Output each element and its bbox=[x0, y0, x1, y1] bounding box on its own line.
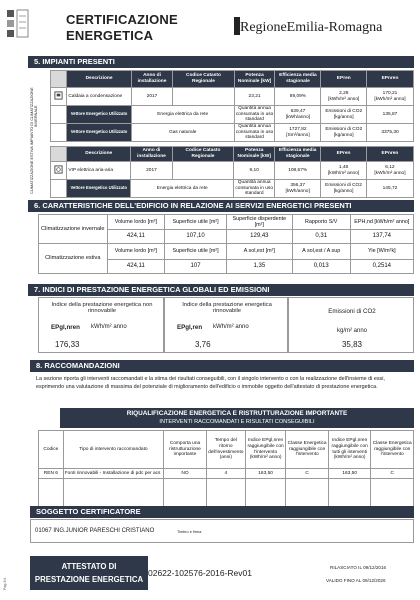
region-name: RegioneEmilia-Romagna bbox=[240, 20, 383, 35]
h-tipo: Tipo di intervento raccomandato bbox=[63, 431, 163, 469]
vettore-row-2 bbox=[51, 124, 414, 142]
section8-description: La sezione riporta gli interventi raccomandati e la stima dei risultati conseguibili, con il singolo intervento o con la realizzazione dell'insieme di essi, esprimendo una valutazione di massima del potenziale di miglioramento dell'edificio o immobile oggetto dell'attestato di prestazione energetica. bbox=[36, 376, 385, 390]
page-number: Pag.3/4 bbox=[3, 577, 7, 590]
est-h2: Superficie utile [m²] bbox=[165, 244, 227, 260]
intervento-row bbox=[39, 469, 414, 479]
row2-epren-unit: [kWh/m² anno] bbox=[327, 170, 360, 176]
timbro-firma-label: Timbro e firma bbox=[177, 530, 202, 534]
indice-nren-box bbox=[38, 297, 164, 353]
soggetto-box bbox=[30, 519, 414, 543]
vettore3-value: Energia elettrica da rete bbox=[131, 180, 234, 198]
interventi-subtitle: INTERVENTI RACCOMANDATI E RISULTATI CONSEGUIBILI bbox=[159, 419, 315, 425]
footer-title-line1: ATTESTATO DI bbox=[61, 562, 117, 571]
impianti-table-estiva bbox=[50, 146, 414, 198]
h-epglnren2: Indice EPgl,nren raggiungibile con tutti gli interventi (kWh/m² anno) bbox=[328, 431, 371, 469]
col-codice: Codice Catasto Regionale bbox=[173, 71, 234, 88]
vettore2-value: Gas naturale bbox=[131, 124, 234, 142]
row-tipo: Fonti rinnovabili - Installazione di pdc per acs bbox=[63, 469, 163, 479]
vettore3-co2: 145,72 bbox=[366, 180, 413, 198]
h-classe: Classe Energetica raggiungibile con l'intervento bbox=[286, 431, 329, 469]
row1-anno: 2017 bbox=[131, 88, 172, 106]
section5-side-label-bottom: CLIMATIZZAZIONE ESTIVA bbox=[30, 146, 34, 194]
attestato-code: 02622-102576-2016-Rev01 bbox=[148, 568, 252, 578]
h-tempo: Tempo del ritorno dell'investimento (anni) bbox=[206, 431, 245, 469]
raccomandazioni-table-header bbox=[60, 408, 414, 428]
estiva-col-potenza: Potenza Nominale [kW] bbox=[234, 147, 275, 162]
vettore3-qty-unit: [kWh/anno] bbox=[285, 188, 310, 194]
row1-epren: 2,28 bbox=[339, 90, 349, 96]
estiva-col-epnren: EPnren bbox=[366, 147, 413, 162]
row-comporta: NO bbox=[164, 469, 207, 479]
row2-epren: 1,48 bbox=[338, 164, 349, 170]
header-title-line2: ENERGETICA bbox=[66, 28, 154, 43]
row-tempo: 4 bbox=[206, 469, 245, 479]
col-descrizione: Descrizione bbox=[67, 71, 131, 88]
nren-unit: kWh/m² anno bbox=[91, 324, 127, 330]
vettore1-qty-label: Quantità annua consumata in uso standard bbox=[235, 106, 274, 123]
estiva-col-epren: EPren bbox=[321, 147, 367, 162]
header bbox=[6, 4, 414, 52]
vettore1-value: Energia elettrica da rete bbox=[131, 106, 234, 124]
nren-label: EPgl,nren bbox=[51, 324, 80, 331]
col-epnren: EPnren bbox=[367, 71, 414, 88]
row-classe1: C bbox=[286, 469, 329, 479]
indice-ren-box bbox=[164, 297, 288, 353]
emissioni-co2-box bbox=[288, 297, 414, 353]
impianto-row-1 bbox=[51, 88, 414, 106]
section6-title: 6. CARATTERISTICHE DELL'EDIFICIO IN RELAZIONE AI SERVIZI ENERGETICI PRESENTI bbox=[28, 200, 414, 212]
section7-title: 7. INDICI DI PRESTAZIONE ENERGETICA GLOBALI ED EMISSIONI bbox=[28, 284, 414, 296]
footer-title-box bbox=[30, 556, 148, 590]
impianto-row-2 bbox=[51, 162, 414, 180]
row1-efficienza: 89,09% bbox=[275, 88, 321, 106]
row1-epnren-unit: [kWh/m² anno] bbox=[374, 96, 406, 102]
vettore3-qty: 356,37 bbox=[290, 182, 306, 188]
ministry-logo bbox=[6, 8, 30, 42]
vettore3-label: Vettore Energetico Utilizzato bbox=[67, 180, 131, 198]
vettore1-co2-unit: [kg/anno] bbox=[333, 114, 354, 120]
estiva-col-codice: Codice Catasto Regionale bbox=[172, 147, 234, 162]
rilasciato-date: RILASCIATO IL 09/12/2016 bbox=[330, 565, 387, 570]
row-classe2: C bbox=[371, 469, 414, 479]
inv-h2: Superficie utile [m²] bbox=[165, 215, 227, 230]
row-codice: REN 6 bbox=[39, 469, 64, 479]
h-epglnren: Indice EPgl,nren raggiungibile con l'intervento (kWh/m² anno) bbox=[245, 431, 286, 469]
vettore1-co2: 135,87 bbox=[367, 106, 414, 124]
vettore3-co2-unit: [kg/anno] bbox=[333, 188, 354, 194]
vettore-row-3 bbox=[51, 180, 414, 198]
vettore-row-1 bbox=[51, 106, 414, 124]
ren-value: 3,76 bbox=[195, 340, 211, 349]
section8-title: 8. RACCOMANDAZIONI bbox=[30, 360, 414, 372]
nren-value: 176,33 bbox=[55, 340, 80, 349]
co2-value: 35,83 bbox=[341, 340, 363, 349]
inv-h5: EPH,nd [kWh/m² anno] bbox=[350, 215, 413, 230]
inv-v1: 424,11 bbox=[107, 230, 165, 244]
vettore2-label: Vettore Energetico Utilizzato bbox=[67, 124, 131, 142]
vettore1-qty-unit: [kWh/anno] bbox=[285, 114, 311, 120]
vettore2-qty: 1727,82 bbox=[289, 126, 307, 132]
co2-title: Emissioni di CO2 bbox=[328, 308, 376, 315]
col-epren: EPren bbox=[321, 71, 367, 88]
row1-descrizione: Caldaia a condensazione bbox=[67, 88, 131, 106]
estiva-col-anno: Anno di installazione bbox=[131, 147, 173, 162]
ren-label: EPgl,ren bbox=[177, 324, 203, 331]
inv-v4: 0,31 bbox=[292, 230, 350, 244]
row2-anno: 2017 bbox=[131, 162, 173, 180]
vettore2-qty-label: Quantità annua consumata in uso standard bbox=[235, 124, 274, 141]
vettore3-co2-label: Emissioni di CO2 bbox=[325, 182, 362, 188]
inv-h3: Superficie disperdente [m²] bbox=[226, 215, 292, 230]
row2-potenza: 9,10 bbox=[234, 162, 275, 180]
h-codice: Codice bbox=[39, 431, 64, 469]
col-potenza: Potenza Nominale [kW] bbox=[234, 71, 275, 88]
boiler-icon bbox=[51, 88, 67, 106]
caratteristiche-table bbox=[38, 214, 414, 274]
vettore2-qty-unit: [Sm³/anno] bbox=[286, 132, 310, 138]
row-ep1: 163,50 bbox=[245, 469, 286, 479]
section5-side-label-top: IMPIANTO DI CLIMATIZZAZIONE INVERNALE bbox=[30, 87, 38, 145]
est-h5: Yie [W/m²k] bbox=[350, 244, 413, 260]
inv-v5: 137,74 bbox=[350, 230, 413, 244]
estiva-col-efficienza: Efficienza media stagionale bbox=[275, 147, 321, 162]
vettore1-co2-label: Emissioni di CO2 bbox=[325, 108, 363, 114]
riqualificazione-title: RIQUALIFICAZIONE ENERGETICA E RISTRUTTURAZIONE IMPORTANTE bbox=[126, 410, 348, 417]
soggetto-title: SOGGETTO CERTIFICATORE bbox=[30, 506, 414, 518]
co2-unit: kg/m² anno bbox=[336, 328, 367, 334]
estiva-label: Climatizzazione estiva bbox=[39, 244, 108, 274]
est-h4: A sol,est / A sup bbox=[292, 244, 350, 260]
row2-epnren-unit: [kWh/m² anno] bbox=[374, 170, 406, 176]
est-h3: A sol,est [m²] bbox=[226, 244, 292, 260]
vettore1-label: Vettore Energetico Utilizzato bbox=[67, 106, 131, 124]
row1-epren-unit: [kWh/m² anno] bbox=[328, 96, 360, 102]
vettore2-co2: 3375,30 bbox=[367, 124, 414, 142]
ren-title: Indice della prestazione energetica rinnovabile bbox=[182, 302, 272, 314]
inv-v3: 129,43 bbox=[226, 230, 292, 244]
header-title-line1: CERTIFICAZIONE bbox=[66, 12, 178, 27]
section5-title: 5. IMPIANTI PRESENTI bbox=[28, 56, 414, 68]
estiva-col-descrizione: Descrizione bbox=[67, 147, 131, 162]
row2-descrizione: VIP elettrica aria-aria bbox=[67, 162, 131, 180]
nren-title: Indice della prestazione energetica non rinnovabile bbox=[51, 302, 153, 314]
est-v1: 424,11 bbox=[107, 260, 165, 274]
valido-date: VALIDO FINO AL 09/12/2026 bbox=[326, 578, 386, 583]
inv-v2: 107,10 bbox=[165, 230, 227, 244]
row-ep2: 163,50 bbox=[328, 469, 371, 479]
vettore3-qty-label: Quantità annua consumata in uso standard bbox=[235, 180, 273, 197]
row1-epnren: 170,21 bbox=[382, 90, 398, 96]
inv-h1: Volume lordo [m³] bbox=[107, 215, 165, 230]
heatpump-icon bbox=[51, 162, 67, 180]
est-h1: Volume lordo [m³] bbox=[107, 244, 165, 260]
row2-epnren: 6,12 bbox=[385, 164, 395, 170]
est-v4: 0,013 bbox=[292, 260, 350, 274]
h-classe2: Classe Energetica raggiungibile con l'intervento bbox=[371, 431, 414, 469]
inv-h4: Rapporto S/V bbox=[292, 215, 350, 230]
est-v5: 0,2514 bbox=[350, 260, 413, 274]
vettore2-co2-unit: [kg/anno] bbox=[333, 132, 354, 138]
footer-title-line2: PRESTAZIONE ENERGETICA bbox=[34, 575, 144, 584]
invernale-label: Climatizzazione invernale bbox=[39, 215, 108, 244]
col-anno: Anno di installazione bbox=[131, 71, 172, 88]
vettore1-qty: 639,47 bbox=[290, 108, 306, 114]
vettore2-co2-label: Emissioni di CO2 bbox=[325, 126, 363, 132]
est-v2: 107 bbox=[165, 260, 227, 274]
est-v3: 1,35 bbox=[226, 260, 292, 274]
row2-efficienza: 108,57% bbox=[275, 162, 321, 180]
col-efficienza: Efficienza media stagionale bbox=[275, 71, 321, 88]
ren-unit: kWh/m² anno bbox=[213, 324, 249, 330]
row1-potenza: 23,21 bbox=[234, 88, 275, 106]
impianti-table-invernale bbox=[50, 70, 414, 142]
interventi-table bbox=[38, 430, 414, 513]
h-comporta: Comporta una ristrutturazione importante bbox=[164, 431, 207, 469]
certificatore-name: 01067 ING.JUNIOR PARESCHI CRISTIANO bbox=[35, 528, 155, 534]
